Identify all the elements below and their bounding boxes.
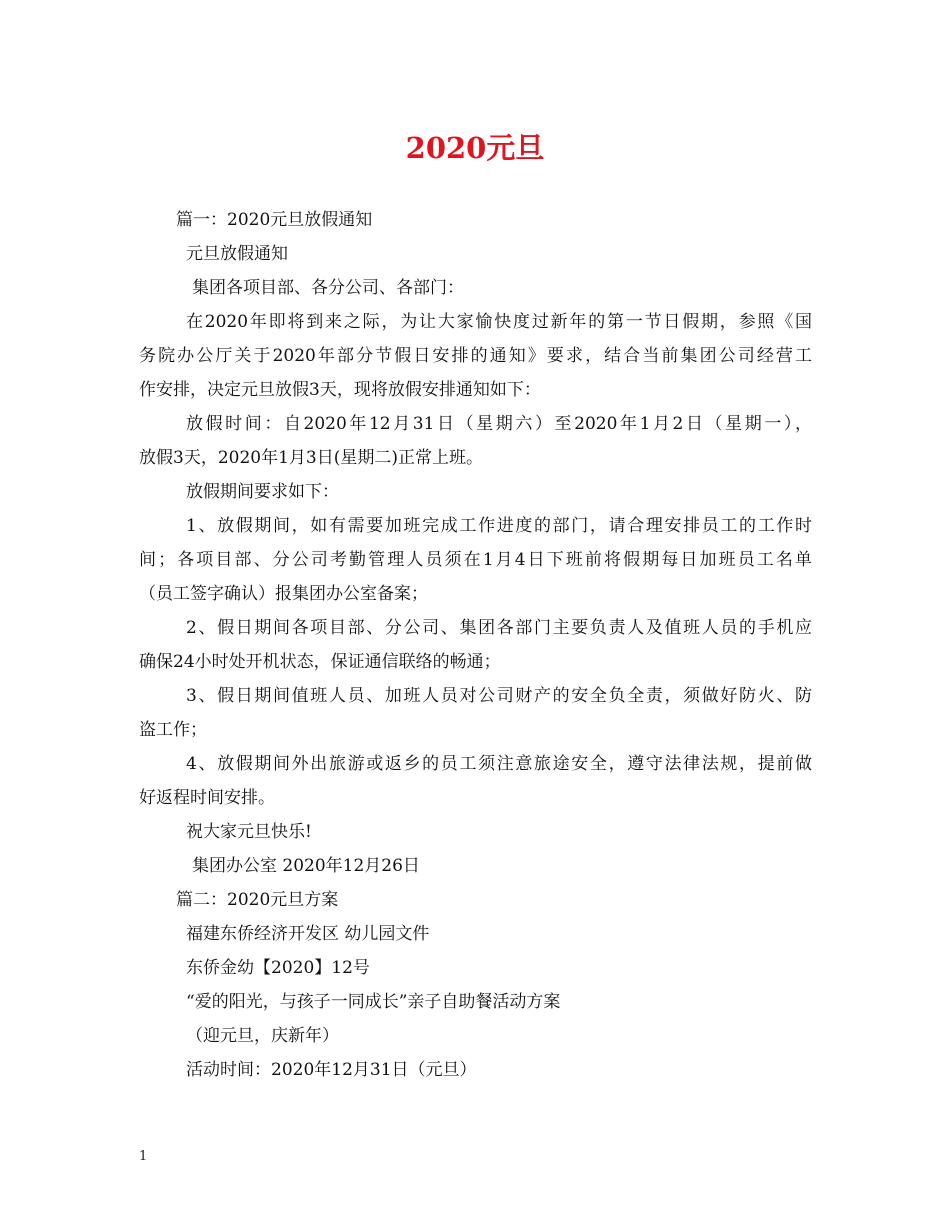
paragraph-line: 2、假日期间各项目部、分公司、集团各部门主要负责人及值班人员的手机应 — [186, 618, 812, 638]
notice-title: 元旦放假通知 — [186, 244, 288, 264]
signature-line: 集团办公室 2020年12月26日 — [192, 856, 420, 876]
paragraph-line: 务院办公厅关于2020年部分节假日安排的通知》要求，结合当前集团公司经营工 — [139, 346, 812, 366]
section-heading-2: 篇二：2020元旦方案 — [176, 890, 339, 910]
paragraph-line: 放假期间要求如下： — [186, 482, 339, 502]
closing-greeting: 祝大家元旦快乐! — [186, 822, 312, 842]
paragraph-line: （员工签字确认）报集团办公室备案； — [139, 584, 428, 604]
activity-title: “爱的阳光，与孩子一同成长”亲子自助餐活动方案 — [186, 992, 561, 1012]
document-number: 东侨金幼【2020】12号 — [186, 958, 370, 978]
document-title: 2020元旦 — [405, 131, 545, 165]
paragraph-line: 在2020年即将到来之际，为让大家愉快度过新年的第一节日假期，参照《国 — [186, 312, 812, 332]
page-number: 1 — [139, 1149, 148, 1164]
activity-subtitle: （迎元旦，庆新年） — [186, 1026, 339, 1046]
paragraph-line: 3、假日期间值班人员、加班人员对公司财产的安全负全责，须做好防火、防 — [186, 686, 812, 706]
activity-time: 活动时间：2020年12月31日（元旦） — [186, 1060, 477, 1080]
paragraph-line: 好返程时间安排。 — [139, 788, 275, 808]
paragraph-line: 盗工作； — [139, 720, 207, 740]
section-heading-1: 篇一：2020元旦放假通知 — [176, 210, 373, 230]
paragraph-line: 1、放假期间，如有需要加班完成工作进度的部门，请合理安排员工的工作时 — [186, 516, 812, 536]
notice-recipients: 集团各项目部、各分公司、各部门： — [192, 278, 464, 298]
paragraph-line: 作安排，决定元旦放假3天，现将放假安排通知如下： — [139, 380, 541, 400]
paragraph-line: 确保24小时处开机状态，保证通信联络的畅通； — [139, 652, 501, 672]
paragraph-line: 放假时间：自2020年12月31日（星期六）至2020年1月2日（星期一）， — [186, 414, 812, 434]
paragraph-line: 间；各项目部、分公司考勤管理人员须在1月4日下班前将假期每日加班员工名单 — [139, 550, 812, 570]
paragraph-line: 4、放假期间外出旅游或返乡的员工须注意旅途安全，遵守法律法规，提前做 — [186, 754, 812, 774]
issuer-line: 福建东侨经济开发区 幼儿园文件 — [186, 924, 430, 944]
paragraph-line: 放假3天，2020年1月3日(星期二)正常上班。 — [139, 448, 483, 468]
